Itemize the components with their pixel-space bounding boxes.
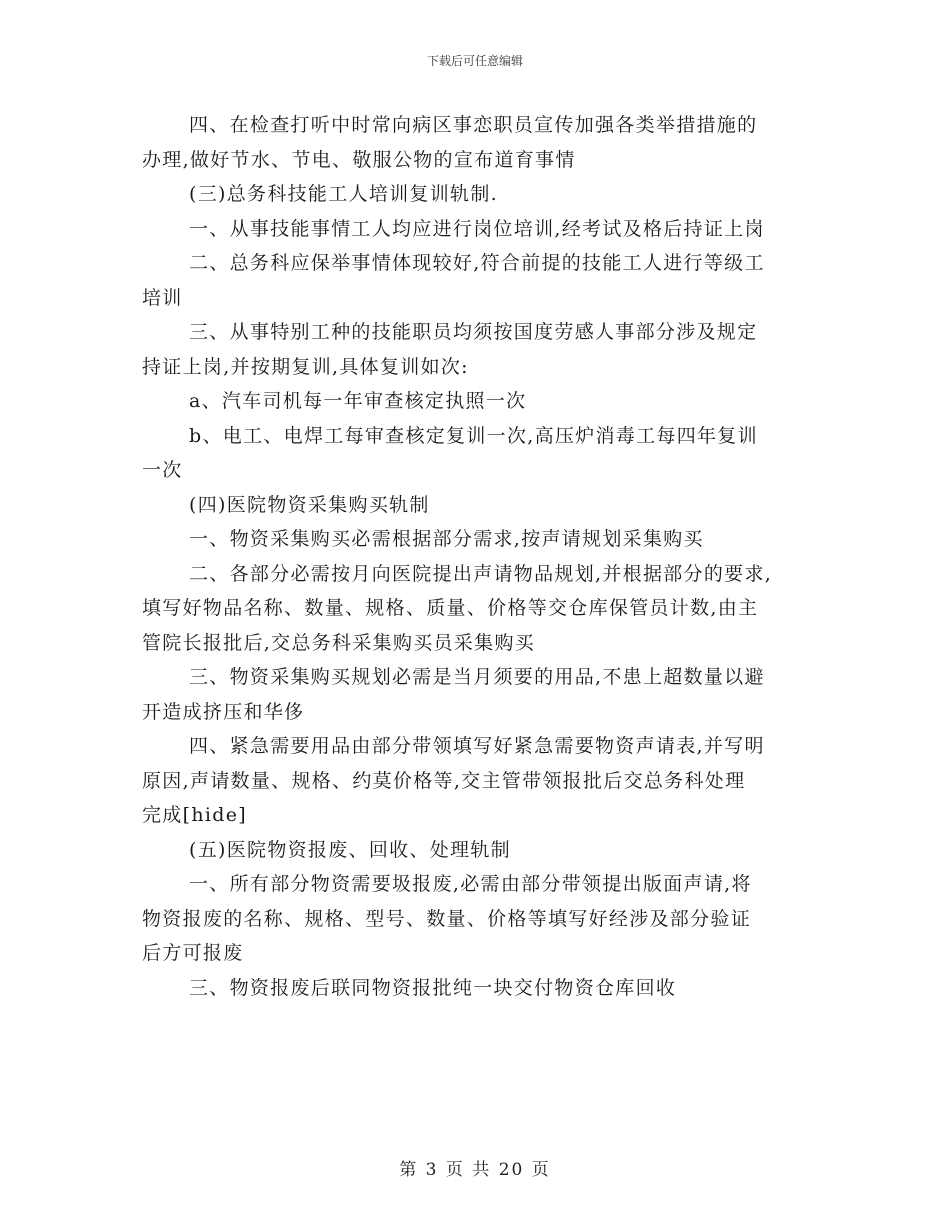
paragraph [142, 557, 808, 661]
paragraph-line: 一、从事技能事情工人均应进行岗位培训,经考试及格后持证上岗 [189, 217, 765, 240]
paragraph [142, 212, 808, 247]
paragraph-line: a、汽车司机每一年审查核定执照一次 [189, 390, 527, 412]
paragraph [142, 660, 808, 729]
paragraph [142, 315, 808, 384]
page-number-footer: 第 3 页 共 20 页 [399, 1160, 551, 1180]
paragraph-line: 一次 [142, 459, 183, 481]
section-heading [142, 177, 808, 212]
paragraph-line: 管院长报批后,交总务科采集购买员采集购买 [142, 631, 536, 654]
paragraph-line: 三、从事特别工种的技能职员均须按国度劳感人事部分涉及规定 [189, 321, 758, 343]
paragraph-line: 完成[hide] [142, 804, 247, 826]
paragraph-line: 后方可报废 [142, 942, 244, 964]
paragraph-line: 四、在检查打听中时常向病区事恋职员宣传加强各类举措措施的 [189, 114, 758, 136]
paragraph-line: 二、各部分必需按月向医院提出声请物品规划,并根据部分的要求, [189, 562, 773, 585]
paragraph-line: 物资报废的名称、规格、型号、数量、价格等填写好经涉及部分验证 [142, 907, 752, 930]
paragraph-line: 一、物资采集购买必需根据部分需求,按声请规划采集购买 [189, 528, 704, 550]
paragraph [142, 522, 808, 557]
paragraph [142, 419, 808, 488]
paragraph-line: (四)医院物资采集购买轨制 [189, 493, 430, 516]
paragraph-line: 培训 [142, 286, 183, 309]
paragraph-line: (五)医院物资报废、回收、处理轨制 [189, 838, 511, 861]
paragraph-line: 四、紧急需要用品由部分带领填写好紧急需要物资声请表,并写明 [189, 735, 765, 757]
paragraph [142, 384, 808, 419]
paragraph-line: 三、物资报废后联同物资报批纯一块交付物资仓库回收 [189, 976, 677, 999]
paragraph-line: 二、总务科应保举事情体现较好,符合前提的技能工人进行等级工 [189, 252, 765, 274]
paragraph-line: 填写好物品名称、数量、规格、质量、价格等交仓库保管员计数,由主 [142, 597, 759, 619]
paragraph-line: b、电工、电焊工每审查核定复训一次,高压炉消毒工每四年复训 [189, 424, 758, 447]
paragraph-line: 原因,声请数量、规格、约莫价格等,交主管带领报批后交总务科处理 [142, 769, 746, 792]
paragraph [142, 108, 808, 177]
paragraph-line: (三)总务科技能工人培训复训轨制. [189, 183, 498, 205]
paragraph [142, 729, 808, 833]
page-header: 下载后可任意编辑 [426, 54, 523, 68]
paragraph-line: 开造成挤压和华侈 [142, 700, 305, 723]
section-heading [142, 488, 808, 523]
paragraph-line: 办理,做好节水、节电、敬服公物的宣布道育事情 [142, 148, 576, 171]
document-body [142, 108, 808, 1005]
paragraph-line: 一、所有部分物资需要圾报废,必需由部分带领提出版面声请,将 [189, 873, 752, 895]
paragraph [142, 246, 808, 315]
paragraph [142, 971, 808, 1006]
section-heading [142, 833, 808, 868]
paragraph [142, 867, 808, 971]
paragraph-line: 持证上岗,并按期复训,具体复训如次: [142, 355, 469, 378]
paragraph-line: 三、物资采集购买规划必需是当月须要的用品,不患上超数量以避 [189, 666, 765, 688]
